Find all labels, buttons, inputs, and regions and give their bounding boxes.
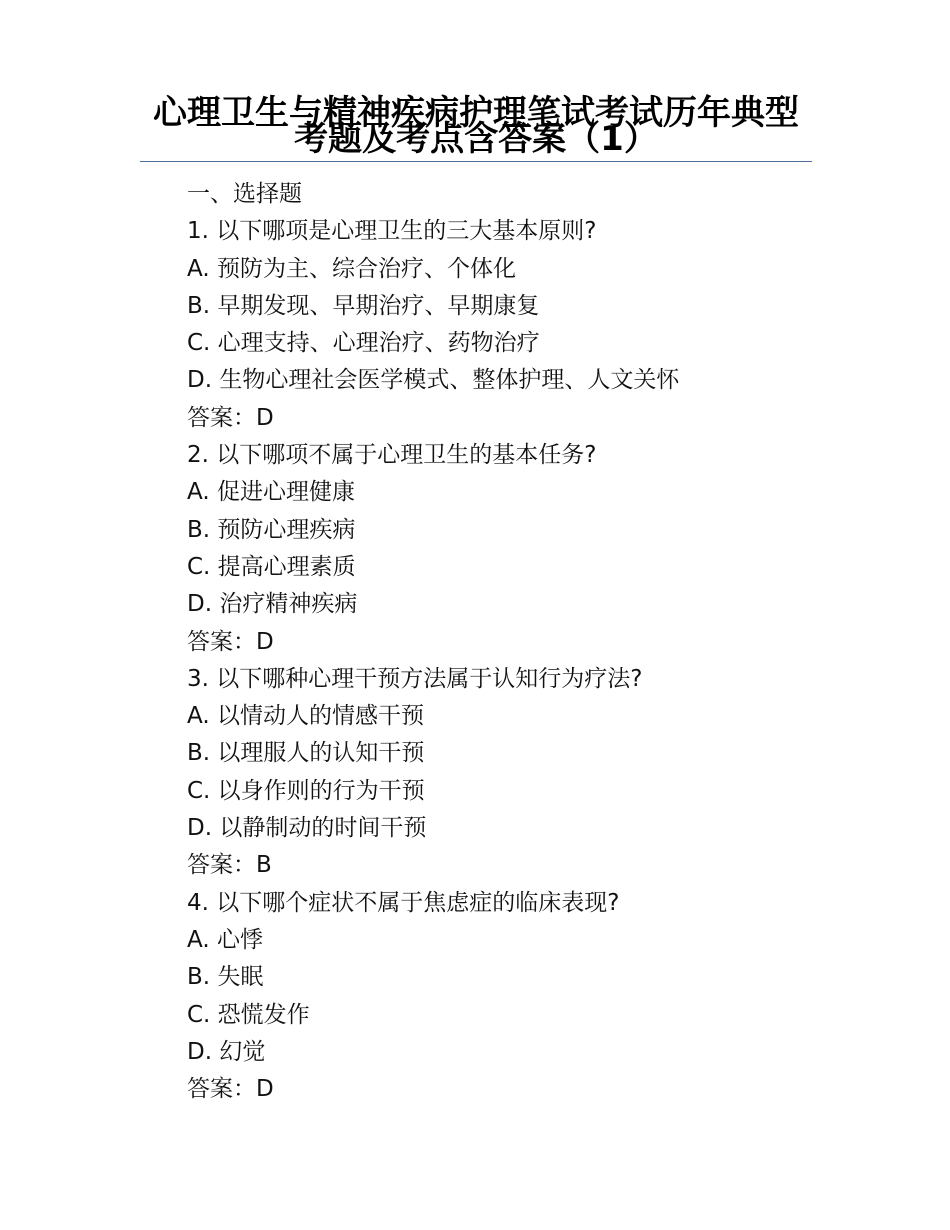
option-c: C. 心理支持、心理治疗、药物治疗: [187, 330, 540, 357]
question-stem: 2. 以下哪项不属于心理卫生的基本任务?: [187, 442, 597, 469]
option-b: B. 失眠: [187, 964, 264, 991]
option-b: B. 以理服人的认知干预: [187, 740, 425, 767]
option-c: C. 恐慌发作: [187, 1001, 310, 1028]
option-b: B. 早期发现、早期治疗、早期康复: [187, 292, 540, 319]
answer: 答案：D: [187, 404, 274, 431]
question-2: [187, 437, 827, 661]
option-a: A. 以情动人的情感干预: [187, 703, 424, 730]
option-a: A. 预防为主、综合治疗、个体化: [187, 255, 516, 282]
answer: 答案：D: [187, 1076, 274, 1103]
document-body: [187, 176, 827, 1108]
option-a: A. 促进心理健康: [187, 479, 355, 506]
question-stem: 4. 以下哪个症状不属于焦虑症的临床表现?: [187, 889, 620, 916]
option-d: D. 治疗精神疾病: [187, 591, 358, 618]
question-3: [187, 661, 827, 885]
option-d: D. 生物心理社会医学模式、整体护理、人文关怀: [187, 367, 680, 394]
option-c: C. 提高心理素质: [187, 553, 356, 580]
answer: 答案：D: [187, 628, 274, 655]
option-c: C. 以身作则的行为干预: [187, 777, 425, 804]
title-underline: [140, 161, 812, 162]
question-stem: 3. 以下哪种心理干预方法属于认知行为疗法?: [187, 665, 643, 692]
option-d: D. 以静制动的时间干预: [187, 815, 427, 842]
answer: 答案：B: [187, 852, 272, 879]
question-4: [187, 885, 827, 1109]
option-a: A. 心悸: [187, 926, 263, 953]
section-heading: 一、选择题: [187, 181, 302, 207]
option-b: B. 预防心理疾病: [187, 516, 356, 543]
document-title: 心理卫生与精神疾病护理笔试考试历年典型考题及考点含答案（1）: [153, 93, 799, 159]
question-stem: 1. 以下哪项是心理卫生的三大基本原则?: [187, 218, 597, 245]
option-d: D. 幻觉: [187, 1038, 266, 1065]
question-1: [187, 213, 827, 437]
